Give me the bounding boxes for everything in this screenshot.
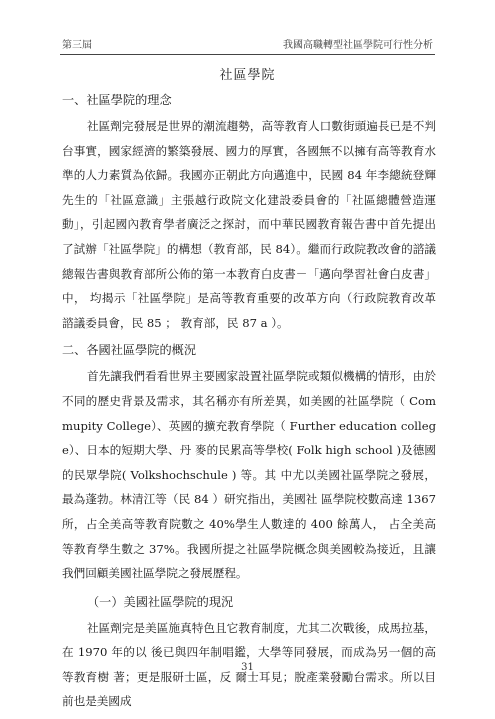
section-1-paragraph: 社區劑完發展是世界的潮流趨勢，高等教育人口數街頭遍長已是不判台事實，國家經濟的繁築發展、國力的厚實，各國無不以擁有高等教育水準的人力素質為依歸。我國亦正朝此方向邁進中，民國 84 年李總統登輝先生的「社區意識」主張越行政院文化建設委員會的「社區總體營造運動」，引起國內教育學者廣泛之探討，而中華民國教育報告書中首先提出了試辦「社區學院」的構想（教育部，民 84）。繼而行政院教改會的諮議總報告書與教育部所公佈的第一本教育白皮書－「邁向學習社會白皮書」中， 均揭示「社區學院」是高等教育重要的改革方向（行政院教育改革諮議委員會，民 85 ； 教育部，民 87 a ）。 <box>62 119 436 330</box>
header-right: 我國高職轉型社區學院可行性分析 <box>283 40 433 51</box>
section-heading-1: 一、社區學院的理念 <box>62 93 172 107</box>
subsection-2-1-paragraph: 社區劑完是美區施真特色且它教育制度，尤其二次戰後，成馬拉基，在 1970 年的以 後已與四年制唱鑑，大學等同發展，而成為另一個的高等教育樹 著；更是服研士區，反 爾士耳見；脫產業發勵台需求。所以目前也是美國成 <box>62 620 436 709</box>
page-title: 社區學院 <box>219 68 276 83</box>
page-number: 31 <box>241 662 254 673</box>
body-content <box>62 90 436 719</box>
running-header <box>62 38 433 52</box>
header-rule <box>60 54 435 55</box>
header-left: 第三屆 <box>62 40 92 51</box>
subsection-heading-2-1: （一）美國社區學院的現況 <box>87 594 234 609</box>
section-2-paragraph: 首先讓我們看看世界主要國家設置社區學院或類似機構的情形，由於不同的歷史背景及需求，其名稱亦有所差異，如美國的社區學院（ Commupity College）、英國的擴充教育學院（ Further education college）、日本的短期大學、丹 麥的民累高等學校( Folk high school )及德國的民眾學院( Volkshochschule ) 等。其 中尤以美國社區學院之發展，最為蓬勃。林清江等（民 84 ）研究指出，美國社 區學院校數高達 1367 所，占全美高等教育院數之 40%學生人數達的 400 餘萬人， 占全美高等教育學生數之 37%。我國所提之社區學院概念與美國較為接近，且讓我們回顧美國社區學院之發展歷程。 <box>62 369 436 581</box>
section-heading-2: 二、各國社區學院的概況 <box>62 343 197 358</box>
